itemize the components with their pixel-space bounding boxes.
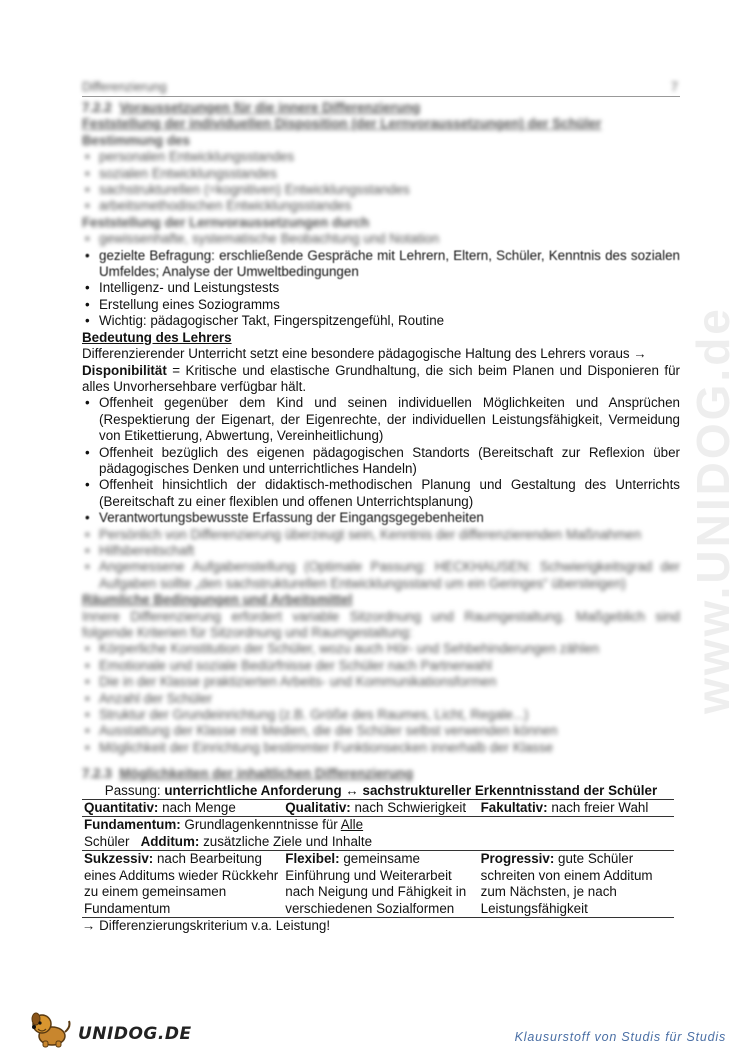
dog-logo-icon: [28, 1010, 72, 1048]
list-item: • Struktur der Grundeinrichtung (z.B. Größe des Raumes, Licht, Regale...): [82, 707, 680, 723]
additum-text: zusätzliche Ziele und Inhalte: [199, 833, 373, 849]
passung-text: unterrichtliche Anforderung ↔ sachstruktureller Erkenntnisstand der Schüler: [164, 782, 658, 798]
list-item: • sozialen Entwicklungsstandes: [82, 166, 680, 182]
watermark: www.UNIDOG.de: [687, 306, 739, 714]
bestimmung-list: [82, 149, 680, 215]
cell-label: Fakultativ:: [480, 800, 548, 816]
cell-label: Sukzessiv:: [84, 851, 154, 867]
footer-slogan: Klausurstoff von Studis für Studis: [514, 1030, 726, 1044]
list-item: • Verantwortungsbewusste Erfassung der Eingangsgegebenheiten: [82, 510, 680, 526]
list-item: • Persönlich von Differenzierung überzeugt sein, Kenntnis der differenzierenden Maßnahmen: [82, 527, 680, 543]
header-title: Differenzierung: [82, 80, 167, 94]
table-row: [82, 800, 674, 817]
main-content: [82, 100, 680, 934]
section-number: 7.2.3: [82, 766, 112, 782]
table-row: [82, 851, 674, 918]
list-item: • Emotionale und soziale Bedürfnisse der Schüler nach Partnerwahl: [82, 658, 680, 674]
page-number: 7: [671, 80, 678, 94]
disponibilitaet-text: = Kritische und elastische Grundhaltung, die sich beim Planen und Disponieren für alles Unvorhersehbare verfügbar hält.: [82, 362, 680, 394]
fundamentum-text-end: Schüler: [84, 833, 130, 849]
list-item: • Offenheit gegenüber dem Kind und seinen individuellen Möglichkeiten und Ansprüchen (Respektierung der Eigenart, der Eigenrechte, der individuellen Leistungsfähigkeit, Vermeidung von Etikettierung, Abwertung, Vereinheitlichung): [82, 395, 680, 444]
section-title: Voraussetzungen für die innere Differenzierung: [119, 100, 421, 115]
list-item: • Anzahl der Schüler: [82, 691, 680, 707]
table-cell: [82, 800, 283, 817]
cell-text: nach freier Wahl: [547, 800, 649, 816]
list-item: • Erstellung eines Soziogramms: [82, 297, 680, 313]
disponibilitaet-label: Disponibilität: [82, 362, 167, 378]
cell-text: nach Menge: [158, 800, 236, 816]
list-item: • gezielte Befragung: erschließende Gespräche mit Lehrern, Eltern, Schüler, Kenntnis des sozialen Umfeldes; Analyse der Umweltbedingungen: [82, 248, 680, 281]
bestimmung-title: Bestimmung des: [82, 132, 190, 148]
passung-label: Passung:: [104, 782, 165, 798]
lehrer-heading: Bedeutung des Lehrers: [82, 329, 232, 345]
page-header: [82, 78, 680, 97]
raum-heading: Räumliche Bedingungen und Arbeitsmittel: [82, 592, 353, 608]
lehrer-intro: Differenzierender Unterricht setzt eine besondere pädagogische Haltung des Lehrers voraus →: [82, 346, 647, 362]
list-item: • Möglichkeit der Einrichtung bestimmter Funktionsecken innerhalb der Klasse: [82, 740, 680, 756]
additum-label: Additum:: [140, 833, 200, 849]
cell-text: nach Bearbeitung eines Additums wieder Rückkehr zu einem gemeinsamen Fundamentum: [84, 851, 279, 916]
cell-label: Flexibel:: [285, 851, 340, 867]
kriterium-line: → Differenzierungskriterium v.a. Leistung!: [82, 917, 331, 933]
table-cell: [283, 800, 478, 817]
list-item: • Offenheit hinsichtlich der didaktisch-methodischen Planung und Gestaltung des Unterrichts (Bereitschaft zu einer flexiblen und offenen Unterrichtsplanung): [82, 477, 680, 510]
cell-label: Progressiv:: [480, 851, 555, 867]
footer-logo[interactable]: [28, 1010, 198, 1050]
section-number: 7.2.2: [82, 100, 112, 115]
table-cell: [82, 851, 283, 918]
logo-text: UNIDOG.DE: [78, 1024, 192, 1044]
list-item: • Die in der Klasse praktizierten Arbeits- und Kommunikationsformen: [82, 674, 680, 690]
differenzierung-table: [82, 799, 674, 918]
table-cell: [479, 851, 674, 918]
table-cell: [82, 817, 479, 851]
fundamentum-text: Grundlagenkenntnisse für: [180, 817, 341, 833]
list-item: • Körperliche Konstitution der Schüler, wozu auch Hör- und Sehbehinderungen zählen: [82, 641, 680, 657]
table-row: [82, 817, 674, 851]
list-item: • Hilfsbereitschaft: [82, 543, 680, 559]
list-item: • Ausstattung der Klasse mit Medien, die die Schüler selbst verwenden können: [82, 723, 680, 739]
table-cell: [283, 851, 478, 918]
list-item: • Angemessene Aufgabenstellung (Optimale Passung: HECKHAUSEN: Schwierigkeitsgrad der Aufgaben sollte „den sachstrukturellen Entwicklungsstand um ein Geringes“ übersteigen): [82, 559, 680, 592]
disponibilitaet-definition: [82, 363, 680, 396]
passung-line: [82, 783, 680, 799]
cell-text: gemeinsame Einführung und Weiterarbeit nach Neigung und Fähigkeit in verschiedenen Sozialformen: [285, 851, 467, 916]
lehrer-list: [82, 395, 680, 592]
list-item: • Intelligenz- und Leistungstests: [82, 280, 680, 296]
section-title: Möglichkeiten der inhaltlichen Differenzierung: [119, 766, 414, 782]
list-item: • Offenheit bezüglich des eigenen pädagogischen Standorts (Bereitschaft zur Reflexion über pädagogisches Denken und unterrichtliches Handeln): [82, 445, 680, 478]
cell-label: Qualitativ:: [285, 800, 351, 816]
list-item: • arbeitsmethodischen Entwicklungsstandes: [82, 198, 680, 214]
fundamentum-alle: Alle: [340, 817, 364, 833]
table-cell: [479, 817, 674, 851]
raum-intro: Innere Differenzierung erfordert variable Sitzordnung und Raumgestaltung. Maßgeblich sind folgende Kriterien für Sitzordnung und Raumgestaltung:: [82, 608, 680, 640]
list-item: • Wichtig: pädagogischer Takt, Fingerspitzengefühl, Routine: [82, 313, 680, 329]
list-item: • gewissenhafte, systematische Beobachtung und Notation: [82, 231, 680, 247]
lernvoraussetzungen-list: [82, 231, 680, 329]
lernvoraussetzungen-title: Feststellung der Lernvoraussetzungen durch: [82, 214, 370, 230]
list-item: • personalen Entwicklungsstandes: [82, 149, 680, 165]
section-heading-722: [82, 100, 680, 116]
list-item: • sachstrukturellen (=kognitiven) Entwicklungsstandes: [82, 182, 680, 198]
raum-list: [82, 641, 680, 756]
table-cell: [479, 800, 674, 817]
subheading-disposition: Feststellung der individuellen Disposition (der Lernvoraussetzungen) der Schüler: [82, 116, 602, 132]
cell-text: gute Schüler schreiten von einem Additum zum Nächsten, je nach Leistungsfähigkeit: [480, 851, 653, 916]
fundamentum-label: Fundamentum:: [84, 817, 181, 833]
cell-text: nach Schwierigkeit: [350, 800, 467, 816]
section-heading-723: [82, 766, 680, 782]
cell-label: Quantitativ:: [84, 800, 159, 816]
